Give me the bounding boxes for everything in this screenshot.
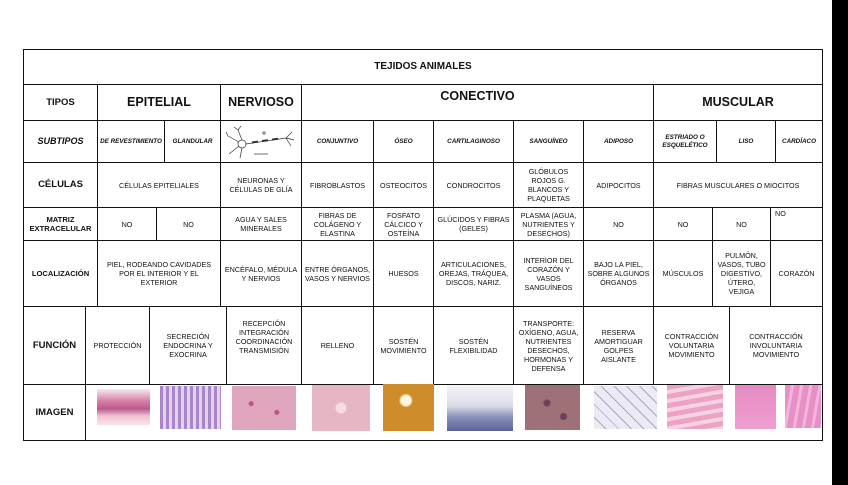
localizacion-nervioso: ENCÉFALO, MÉDULA Y NERVIOS	[220, 240, 302, 307]
subtipo-conjuntivo: CONJUNTIVO	[301, 120, 374, 163]
conjuntivo-tissue-image	[312, 385, 370, 431]
localizacion-epitelial: PIEL, RODEANDO CAVIDADES POR EL INTERIOR Y EL EXTERIOR	[97, 240, 221, 307]
localizacion-sanguineo: INTERIOR DEL CORAZÓN Y VASOS SANGUÍNEOS	[513, 240, 584, 307]
celulas-epitelial: CÉLULAS EPITELIALES	[97, 162, 221, 208]
neuron-drawing	[220, 120, 302, 163]
matriz-oseo: FOSFATO CÁLCICO Y OSTEÍNA	[373, 207, 434, 241]
cardiaco-tissue-image	[785, 385, 821, 428]
subtipo-oseo: ÓSEO	[373, 120, 434, 163]
funcion-glandular: SECRECIÓN ENDOCRINA Y EXOCRINA	[149, 306, 227, 385]
subtipo-revestimiento: DE REVESTIMIENTO	[97, 120, 165, 163]
funcion-contraccion-voluntaria: CONTRACCIÓN VOLUNTARIA MOVIMIENTO	[653, 306, 730, 385]
matriz-revestimiento: NO	[97, 207, 157, 241]
liso-tissue-image	[735, 385, 776, 429]
localizacion-cardiaco: CORAZÓN	[770, 240, 823, 307]
estriado-tissue-image	[667, 385, 723, 429]
matriz-cardiaco: NO	[770, 207, 823, 241]
funcion-conjuntivo: RELLENO	[301, 306, 374, 385]
row-label-localizacion: LOCALIZACIÓN	[23, 240, 98, 307]
celulas-adiposo: ADIPOCITOS	[583, 162, 654, 208]
matriz-conjuntivo: FIBRAS DE COLÁGENO Y ELASTINA	[301, 207, 374, 241]
row-label-imagen: IMAGEN	[23, 384, 86, 441]
funcion-oseo: SOSTÉN MOVIMIENTO	[373, 306, 434, 385]
celulas-cartilaginoso: CONDROCITOS	[433, 162, 514, 208]
subtipo-sanguineo: SANGUÍNEO	[513, 120, 584, 163]
funcion-adiposo: RESERVA AMORTIGUAR GOLPES AISLANTE	[583, 306, 654, 385]
matriz-adiposo: NO	[583, 207, 654, 241]
tipo-nervioso: NERVIOSO	[220, 84, 302, 121]
subtipo-liso: LISO	[716, 120, 776, 163]
matriz-liso: NO	[712, 207, 771, 241]
tipo-muscular: MUSCULAR	[653, 84, 823, 121]
table-title: TEJIDOS ANIMALES	[23, 49, 823, 85]
celulas-nervioso: NEURONAS Y CÉLULAS DE GLÍA	[220, 162, 302, 208]
glandular-tissue-image	[160, 386, 221, 429]
right-edge-bar	[832, 0, 848, 485]
row-label-tipos: TIPOS	[23, 84, 98, 121]
row-label-matriz: MATRIZ EXTRACELULAR	[23, 207, 98, 241]
matriz-cartilaginoso: GLÚCIDOS Y FIBRAS (GELES)	[433, 207, 514, 241]
funcion-sanguineo: TRANSPORTE: OXÍGENO, AGUA, NUTRIENTES DESECHOS, HORMONAS Y DEFENSA	[513, 306, 584, 385]
localizacion-oseo: HUESOS	[373, 240, 434, 307]
matriz-estriado: NO	[653, 207, 713, 241]
row-label-funcion: FUNCIÓN	[23, 306, 86, 385]
nervioso-tissue-image	[232, 386, 296, 430]
row-label-subtipos: SUBTIPOS	[23, 120, 98, 163]
sanguineo-tissue-image	[525, 385, 580, 430]
matriz-sanguineo: PLASMA (AGUA, NUTRIENTES Y DESECHOS)	[513, 207, 584, 241]
subtipo-glandular: GLANDULAR	[164, 120, 221, 163]
localizacion-liso: PULMÓN, VASOS, TUBO DIGESTIVO, ÚTERO, VEJIGA	[712, 240, 771, 307]
celulas-conjuntivo: FIBROBLASTOS	[301, 162, 374, 208]
funcion-nervioso: RECEPCIÓN INTEGRACIÓN COORDINACIÓN TRANSMISIÓN	[226, 306, 302, 385]
tipo-epitelial: EPITELIAL	[97, 84, 221, 121]
celulas-oseo: OSTEOCITOS	[373, 162, 434, 208]
localizacion-conjuntivo: ENTRE ÓRGANOS, VASOS Y NERVIOS	[301, 240, 374, 307]
celulas-sanguineo: GLÓBULOS ROJOS G. BLANCOS Y PLAQUETAS	[513, 162, 584, 208]
localizacion-estriado: MÚSCULOS	[653, 240, 713, 307]
matriz-glandular: NO	[156, 207, 221, 241]
subtipo-cardiaco: CARDÍACO	[775, 120, 823, 163]
funcion-revestimiento: PROTECCIÓN	[85, 306, 150, 385]
matriz-nervioso: AGUA Y SALES MINERALES	[220, 207, 302, 241]
neuron-icon	[224, 124, 298, 160]
tipo-conectivo: CONECTIVO	[301, 84, 654, 121]
adiposo-tissue-image	[594, 386, 657, 429]
row-label-celulas: CÉLULAS	[23, 162, 98, 208]
localizacion-adiposo: BAJO LA PIEL, SOBRE ALGUNOS ÓRGANOS	[583, 240, 654, 307]
localizacion-cartilaginoso: ARTICULACIONES, OREJAS, TRÁQUEA, DISCOS, NARIZ.	[433, 240, 514, 307]
epitelial-tissue-image	[97, 389, 150, 425]
subtipo-cartilaginoso: CARTILAGINOSO	[433, 120, 514, 163]
subtipo-adiposo: ADIPOSO	[583, 120, 654, 163]
cartilaginoso-tissue-image	[447, 385, 513, 431]
funcion-cartilaginoso: SOSTÉN FLEXIBILIDAD	[433, 306, 514, 385]
subtipo-estriado: ESTRIADO O ESQUELÉTICO	[653, 120, 717, 163]
funcion-contraccion-involuntaria: CONTRACCIÓN INVOLUNTARIA MOVIMIENTO	[729, 306, 823, 385]
oseo-tissue-image	[383, 384, 434, 431]
celulas-muscular: FIBRAS MUSCULARES O MIOCITOS	[653, 162, 823, 208]
